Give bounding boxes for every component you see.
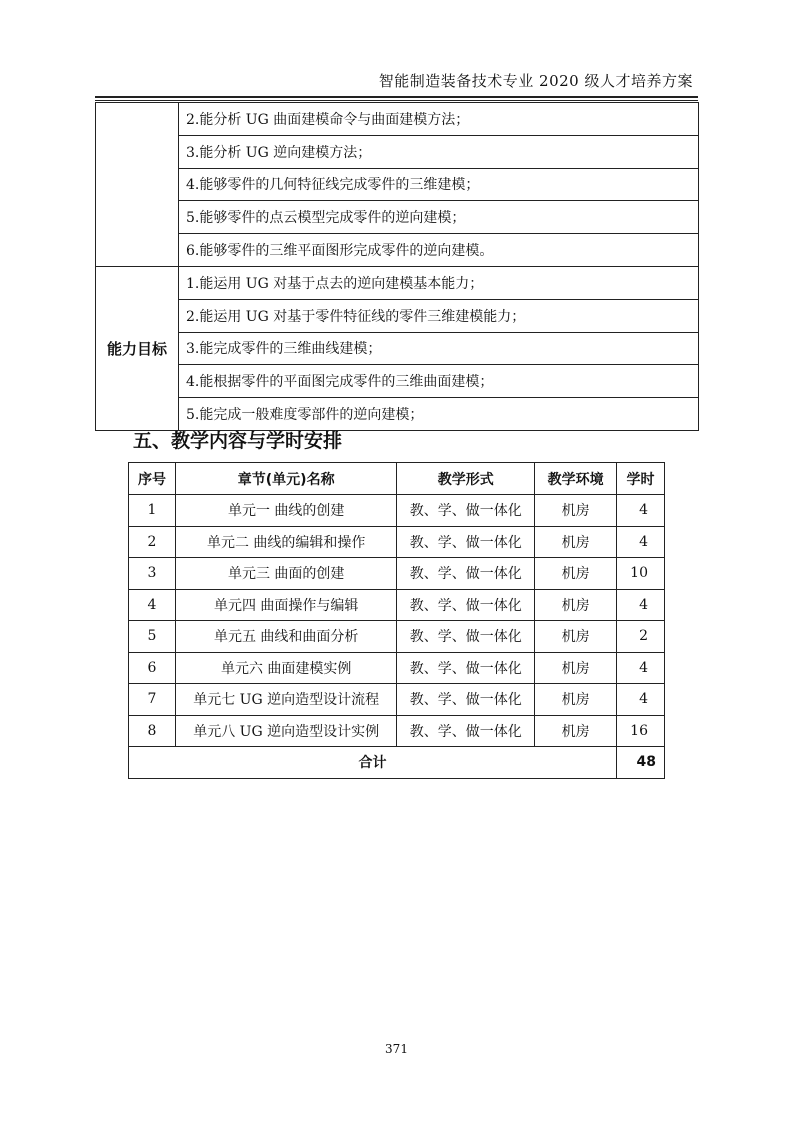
ability-item: 1.能运用 UG 对基于点去的逆向建模基本能力； (179, 266, 699, 299)
hours: 4 (617, 684, 665, 716)
table-row (96, 299, 699, 332)
environment: 机房 (535, 589, 617, 621)
teaching-form: 教、学、做一体化 (397, 495, 535, 527)
environment: 机房 (535, 652, 617, 684)
table-row (96, 234, 699, 267)
hours: 4 (617, 589, 665, 621)
column-header-environment: 教学环境 (535, 463, 617, 495)
ability-item: 3.能完成零件的三维曲线建模； (179, 332, 699, 365)
environment: 机房 (535, 558, 617, 590)
unit-name: 单元三 曲面的创建 (175, 558, 397, 590)
row-index: 5 (129, 621, 176, 653)
column-header-teaching-form: 教学形式 (397, 463, 535, 495)
environment: 机房 (535, 684, 617, 716)
table-header-row (129, 463, 665, 495)
row-index: 2 (129, 526, 176, 558)
teaching-form: 教、学、做一体化 (397, 558, 535, 590)
environment: 机房 (535, 526, 617, 558)
environment: 机房 (535, 495, 617, 527)
hours: 2 (617, 621, 665, 653)
total-label: 合计 (129, 747, 617, 779)
row-index: 7 (129, 684, 176, 716)
row-index: 1 (129, 495, 176, 527)
table-row (129, 558, 665, 590)
hours: 16 (617, 715, 665, 747)
column-header-hours: 学时 (617, 463, 665, 495)
teaching-form: 教、学、做一体化 (397, 526, 535, 558)
table-row (129, 715, 665, 747)
ability-item: 4.能根据零件的平面图完成零件的三维曲面建模； (179, 365, 699, 398)
objective-item: 6.能够零件的三维平面图形完成零件的逆向建模。 (179, 234, 699, 267)
page-number: 371 (385, 1042, 408, 1056)
label-cell-empty (96, 103, 179, 267)
environment: 机房 (535, 621, 617, 653)
teaching-form: 教、学、做一体化 (397, 715, 535, 747)
ability-objectives-label: 能力目标 (96, 266, 179, 430)
column-header-unit-name: 章节(单元)名称 (175, 463, 397, 495)
table-row (96, 168, 699, 201)
table-row (129, 621, 665, 653)
row-index: 4 (129, 589, 176, 621)
unit-name: 单元八 UG 逆向造型设计实例 (175, 715, 397, 747)
unit-name: 单元五 曲线和曲面分析 (175, 621, 397, 653)
row-index: 6 (129, 652, 176, 684)
objective-item: 5.能够零件的点云模型完成零件的逆向建模； (179, 201, 699, 234)
table-row (96, 365, 699, 398)
environment: 机房 (535, 715, 617, 747)
table-row (129, 589, 665, 621)
table-row (129, 526, 665, 558)
ability-item: 2.能运用 UG 对基于零件特征线的零件三维建模能力； (179, 299, 699, 332)
teaching-form: 教、学、做一体化 (397, 652, 535, 684)
total-hours: 48 (617, 747, 665, 779)
objective-item: 2.能分析 UG 曲面建模命令与曲面建模方法； (179, 103, 699, 136)
table-row (96, 332, 699, 365)
row-index: 8 (129, 715, 176, 747)
teaching-schedule-table (128, 462, 665, 779)
header-rule (95, 96, 698, 98)
header-rule-thin (95, 100, 698, 101)
column-header-index: 序号 (129, 463, 176, 495)
unit-name: 单元一 曲线的创建 (175, 495, 397, 527)
hours: 4 (617, 652, 665, 684)
table-row (96, 135, 699, 168)
hours: 4 (617, 526, 665, 558)
section-heading: 五、教学内容与学时安排 (133, 430, 343, 452)
hours: 4 (617, 495, 665, 527)
unit-name: 单元二 曲线的编辑和操作 (175, 526, 397, 558)
table-row (129, 495, 665, 527)
unit-name: 单元六 曲面建模实例 (175, 652, 397, 684)
table-row (96, 201, 699, 234)
document-header-title: 智能制造装备技术专业 2020 级人才培养方案 (378, 72, 693, 90)
table-row (129, 652, 665, 684)
table-total-row (129, 747, 665, 779)
table-row (96, 266, 699, 299)
teaching-form: 教、学、做一体化 (397, 684, 535, 716)
objective-item: 3.能分析 UG 逆向建模方法； (179, 135, 699, 168)
teaching-form: 教、学、做一体化 (397, 621, 535, 653)
table-row (96, 103, 699, 136)
unit-name: 单元四 曲面操作与编辑 (175, 589, 397, 621)
hours: 10 (617, 558, 665, 590)
row-index: 3 (129, 558, 176, 590)
table-row (129, 684, 665, 716)
ability-objectives-table (95, 102, 699, 431)
teaching-form: 教、学、做一体化 (397, 589, 535, 621)
unit-name: 单元七 UG 逆向造型设计流程 (175, 684, 397, 716)
ability-item: 5.能完成一般难度零部件的逆向建模； (179, 398, 699, 431)
objective-item: 4.能够零件的几何特征线完成零件的三维建模； (179, 168, 699, 201)
